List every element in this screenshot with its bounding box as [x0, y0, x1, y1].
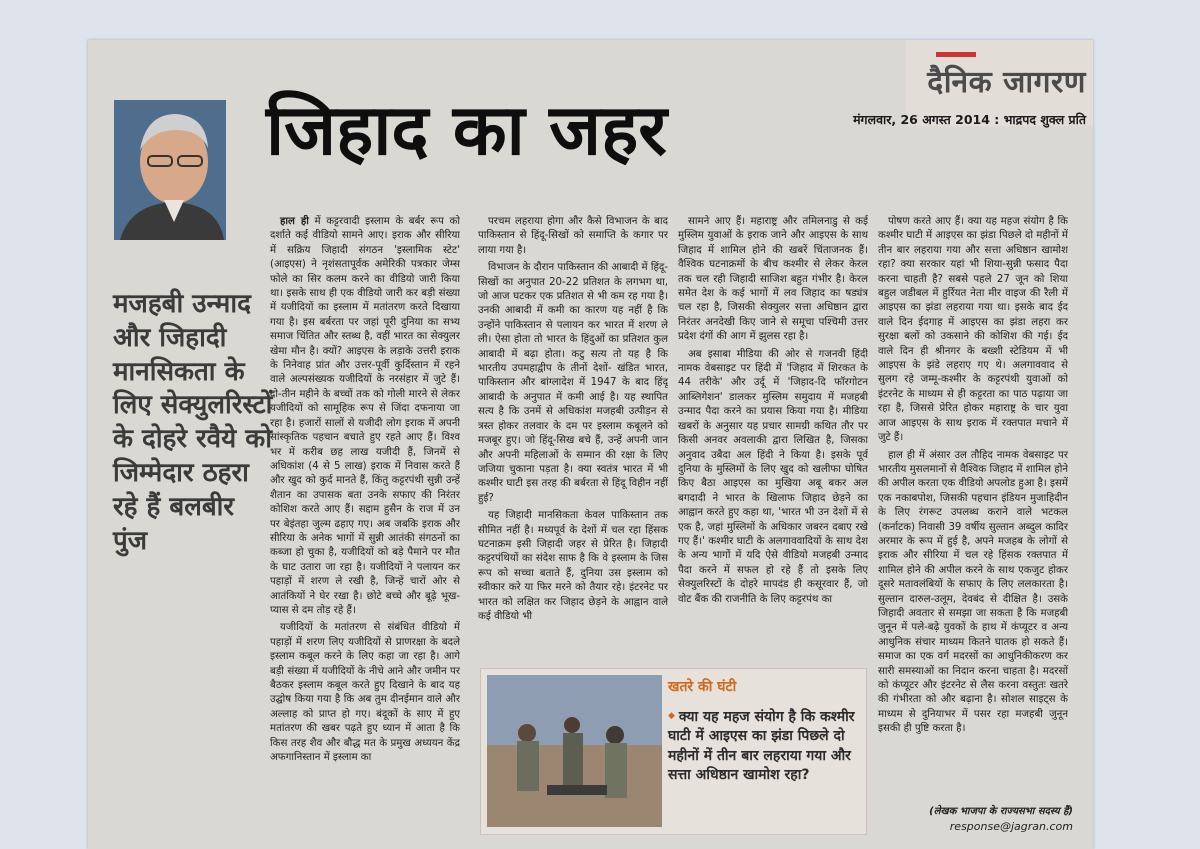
paragraph: सामने आए हैं। महाराष्ट्र और तमिलनाडु से कई मुस्लिम युवाओं के इराक जाने और आइएस के साथ जिहाद में शामिल होने की खबरें चिंताजनक हैं। वैश्विक घटनाक्रमों के बीच कश्मीर से लेकर केरल तक चल रही जिहादी साजिश बहुत गंभीर है। केरल समेत देश के कई भागों में लव जिहाद का षड्यंत्र चल रहा है, जिसकी सेक्युलर सत्ता अधिष्ठान द्वारा निरंतर अनदेखी किए जाने से समूचा पश्चिमी उत्तर प्रदेश दंगों की आग में झुलस रहा है। [678, 216, 868, 343]
issue-date: मंगलवार, 26 अगस्त 2014 : भाद्रपद शुक्ल प्रति [853, 112, 1086, 127]
paragraph: यजीदियों के मतांतरण से संबंधित वीडियो में पहाड़ों में शरण लिए यजीदियों से प्राणरक्षा के बदले इस्लाम कबूल करने के लिए कहा जा रहा है। आगे बड़ी संख्या में यजीदियों के नीचे आने और जमीन पर बैठकर इस्लाम कबूल करते हुए दिखाने के बाद यह उद्घोष किया गया है कि अब तुम दीनईमान वाले और अल्लाह को प्राप्त हो गए। बंदूकों के साए में हुए मतांतरण की खबर पढ़ते हुए ध्यान में आता है कि किस तरह शैव और बौद्ध मत के प्रमुख अध्ययन केंद्र अफगानिस्तान में इस्लाम का [270, 622, 460, 764]
paragraph: हाल ही में अंसार उल तौहिद नामक वेबसाइट पर भारतीय मुसलमानों से वैश्विक जिहाद में शामिल होने की अपील करता एक वीडियो अपलोड हुआ है। इसमें एक नकाबपोश, जिसकी पहचान इंडियन मुजाहिदीन के लिए रंगरूट उपलब्ध कराने वाले भटकल (कर्नाटक) निवासी 39 वर्षीय सुल्तान अब्दुल कादिर अरमार के रूप में हुई है, अपने मजहब के लोगों से इराक और सीरिया में चल रहे हिंसक रक्तपात में शामिल होने की अपील करने के साथ एकजुट होकर दूसरे मतावलंबियों के सफाए के लिए ललकारता है। सुल्तान दारुल-उलूम, देवबंद से दीक्षित है। उसके जिहादी अवतार से समझा जा सकता है कि मजहबी जुनून में पले-बढ़े युवकों के हाथ में कंप्यूटर व अन्य आधुनिक संचार माध्यम कितने घातक हो सकते हैं। समाज का एक वर्ग मदरसों का आधुनिकीकरण कर सारी समस्याओं का निदान करना चाहता है। मदरसों को कंप्यूटर और इंटरनेट से लैस करना वस्तुतः खतरे की गंभीरता को और बढ़ाना है। सोशल साइट्स के माध्यम से दुनियाभर में पसर रहा मजहबी जुनून इसकी ही पुष्टि करता है। [878, 449, 1068, 735]
masthead [826, 60, 1086, 128]
paragraph: पोषण करते आए हैं। क्या यह महज संयोग है कि कश्मीर घाटी में आइएस का झंडा पिछले दो महीनों में तीन बार लहराया गया और सत्ता अधिष्ठान खामोश रहा? क्या सरकार यहां भी शिया-सुन्नी फसाद पैदा करना चाहती है? सबसे पहले 27 जून को शिया बहुल जडीबल में हुर्रियत नेता मीर वाइज की रैली में आइएस का झंडा लहराया गया था। इसके बाद ईद वाले दिन ईदगाह में आइएस का झंडा लहरा कर सुरक्षा बलों को उकसाने की कोशिश की गई। ईद वाले दिन ही श्रीनगर के बख्शी स्टेडियम में भी आइएस के झंडे लहराए गए थे। अलगाववाद से सुलग रहे जम्मू-कश्मीर के कट्टरपंथी युवाओं को इंटरनेट के माध्यम से ही कट्टरता का पाठ पढ़ाया जा रहा है, जिससे प्रेरित होकर महाराष्ट्र के चार युवा आज आइएस के साथ इराक में रक्तपात मचाने में जुटे हैं। [878, 216, 1068, 444]
paragraph: विभाजन के दौरान पाकिस्तान की आबादी में हिंदू-सिखों का अनुपात 20-22 प्रतिशत के लगभग था, जो आज घटकर एक प्रतिशत से भी कम रह गया है। उनकी आबादी में कमी का कारण यह नहीं है कि उन्होंने पाकिस्तान से पलायन कर भारत में शरण ले ली। ऐसा होता तो भारत के हिंदुओं का प्रतिशत कुल आबादी में बढ़ा होता। कटु सत्य तो यह है कि भारतीय उपमहाद्वीप के तीनों देशों- खंडित भारत, पाकिस्तान और बांग्लादेश में 1947 के बाद हिंदू आबादी के अनुपात में कमी आई है। यह स्थापित सत्य है कि उनमें से अधिकांश मजहबी उत्पीड़न से त्रस्त होकर तलवार के दम पर इस्लाम कबूलने को मजबूर हुए। जो हिंदू-सिख बचे हैं, उन्हें अपनी जान और अपनी महिलाओं के सम्मान की रक्षा के लिए जजिया चुकाना पड़ता है। क्या स्वतंत्र भारत में भी कश्मीर घाटी इस तरह की बर्बरता से हिंदू विहीन नहीं हुई? [478, 262, 668, 504]
article-column-1 [270, 215, 460, 843]
article-deck: मजहबी उन्माद और जिहादी मानसिकता के लिए सेक्युलरिस्टों के दोहरे रवैये को जिम्मेदार ठहरा रहे हैं बलबीर पुंज [113, 289, 273, 556]
pull-quote-text: ◆ क्या यह महज संयोग है कि कश्मीर घाटी में आइएस का झंडा पिछले दो महीनों में तीन बार लहराया गया और सत्ता अधिष्ठान खामोश रहा? [668, 707, 858, 786]
article-column-2 [478, 215, 668, 663]
response-email: response@jagran.com [949, 820, 1073, 833]
paragraph: यह जिहादी मानसिकता केवल पाकिस्तान तक सीमित नहीं है। मध्यपूर्व के देशों में चल रहा हिंसक घटनाक्रम इसी जिहादी जहर से प्रेरित है। जिहादी कट्टरपंथियों का संदेश साफ है कि वे इस्लाम के जिस रूप को सच्चा बताते हैं, दुनिया उस इस्लाम को स्वीकार करे या फिर मरने को तैयार रहे। इंटरनेट पर भारत को लक्षित कर जिहाद छेड़ने के आह्वान वाले कई वीडियो भी [478, 510, 668, 622]
masthead-accent [936, 52, 976, 57]
author-note: (लेखक भाजपा के राज्यसभा सदस्य हैं) [929, 806, 1073, 817]
paragraph: में कट्टरवादी इस्लाम के बर्बर रूप को दर्शाते कई वीडियो सामने आए। इराक और सीरिया में सक्रिय जिहादी संगठन 'इस्लामिक स्टेट' (आइएस) ने नृशंसतापूर्वक अमेरिकी पत्रकार जेम्स फोले का सिर कलम करने का वीडियो जारी किया था। इसके साथ ही एक वीडियो जारी कर बड़ी संख्या में यजीदियों का इस्लाम में मतांतरण करते दिखाया गया है। इस बर्बरता पर जहां पूरी दुनिया का सभ्य समाज चिंतित और स्तब्ध है, वहीं भारत का सेक्युलर खेमा मौन है। क्यों? आइएस के लड़ाके उत्तरी इराक के निनेवाह प्रांत और उत्तर-पूर्वी कुर्दिस्तान में रहने वाले अल्पसंख्यक यजीदियों के नरसंहार में जुटे हैं। दो-तीन महीने के बच्चों तक को गोली मारने से लेकर यजीदियों को सामूहिक रूप से जिंदा दफनाया जा रहा है। हजारों सालों से यजीदी लोग इराक में अपनी सांस्कृतिक पहचान बचाते हुए रहते आए हैं। विश्व भर में करीब छह लाख यजीदी हैं, जिनमें से अधिकांश (4 से 5 लाख) इराक में निवास करते हैं और खुद को कुर्द मानते हैं, किंतु कट्टरपंथी सुन्नी उन्हें शैतान का उपासक बता उनके सफाए की निरंतर कोशिश करते आए हैं। सद्दाम हुसैन के राज में उन पर बेइंतहा जुल्म ढहाए गए। अब जबकि इराक और सीरिया के अनेक भागों में सुन्नी आतंकी संगठनों का कब्जा हो चुका है, यजीदियों को बड़े पैमाने पर मौत के घाट उतारा जा रहा है। यजीदियों ने पलायन कर पहाड़ों में शरण ले रखी है, जिन्हें चारों ओर से आतंकियों ने घेर रखा है। छोटे बच्चे और बूढ़े भूख-प्यास से दम तोड़ रहे हैं। [270, 216, 460, 616]
author-photo [114, 100, 226, 240]
paragraph: अब इसाबा मीडिया की ओर से गजनवी हिंदी नामक वेबसाइट पर हिंदी में 'जिहाद में शिरकत के 44 तरीके' और उर्दू में 'जिहाद-दि फॉरगोटन आब्लिगेशन' डालकर मुस्लिम समुदाय में मजहबी उन्माद पैदा करने का प्रयास किया गया है। मीडिया खबरों के अनुसार यह प्रचार सामग्री कथित तौर पर किसी अनवर अवलाकी द्वारा लिखित है, जिसका अनुवाद उबैदा अल हिंदी ने किया है। इसके पूर्व दुनिया के मुस्लिमों के लिए खुद को खलीफा घोषित किए बैठा आइएस का मुखिया अबू बकर अल बगदादी ने भारत के खिलाफ जिहाद छेड़ने का आह्वान करते हुए कहा था, 'भारत भी उन देशों में से एक है, जहां मुस्लिमों के अधिकार जबरन दबाए रखे गए हैं।' कश्मीर घाटी के अलगाववादियों के साथ देश के अन्य भागों में यदि ऐसे वीडियो मजहबी उन्माद पैदा करने में सफल हो रहे हैं तो इसके लिए सेक्युलरिस्टों के दोहरे मापदंड ही कसूरवार हैं, जो वोट बैंक की राजनीति के लिए कट्टरपंथ का [678, 348, 868, 605]
article-headline: जिहाद का जहर [266, 89, 667, 171]
paragraph: परचम लहराया होगा और कैसे विभाजन के बाद पाकिस्तान से हिंदू-सिखों को समाप्ति के कगार पर लाया गया है। [478, 216, 668, 256]
dateline: हाल ही [280, 216, 309, 227]
article-column-3 [678, 215, 868, 675]
conflict-photo [487, 675, 662, 827]
newspaper-logo: दैनिक जागरण [927, 65, 1086, 100]
pull-quote-title: खतरे की घंटी [668, 679, 737, 695]
article-column-4 [878, 215, 1068, 815]
newspaper-page [88, 40, 1093, 849]
pull-quote-box [480, 668, 867, 835]
